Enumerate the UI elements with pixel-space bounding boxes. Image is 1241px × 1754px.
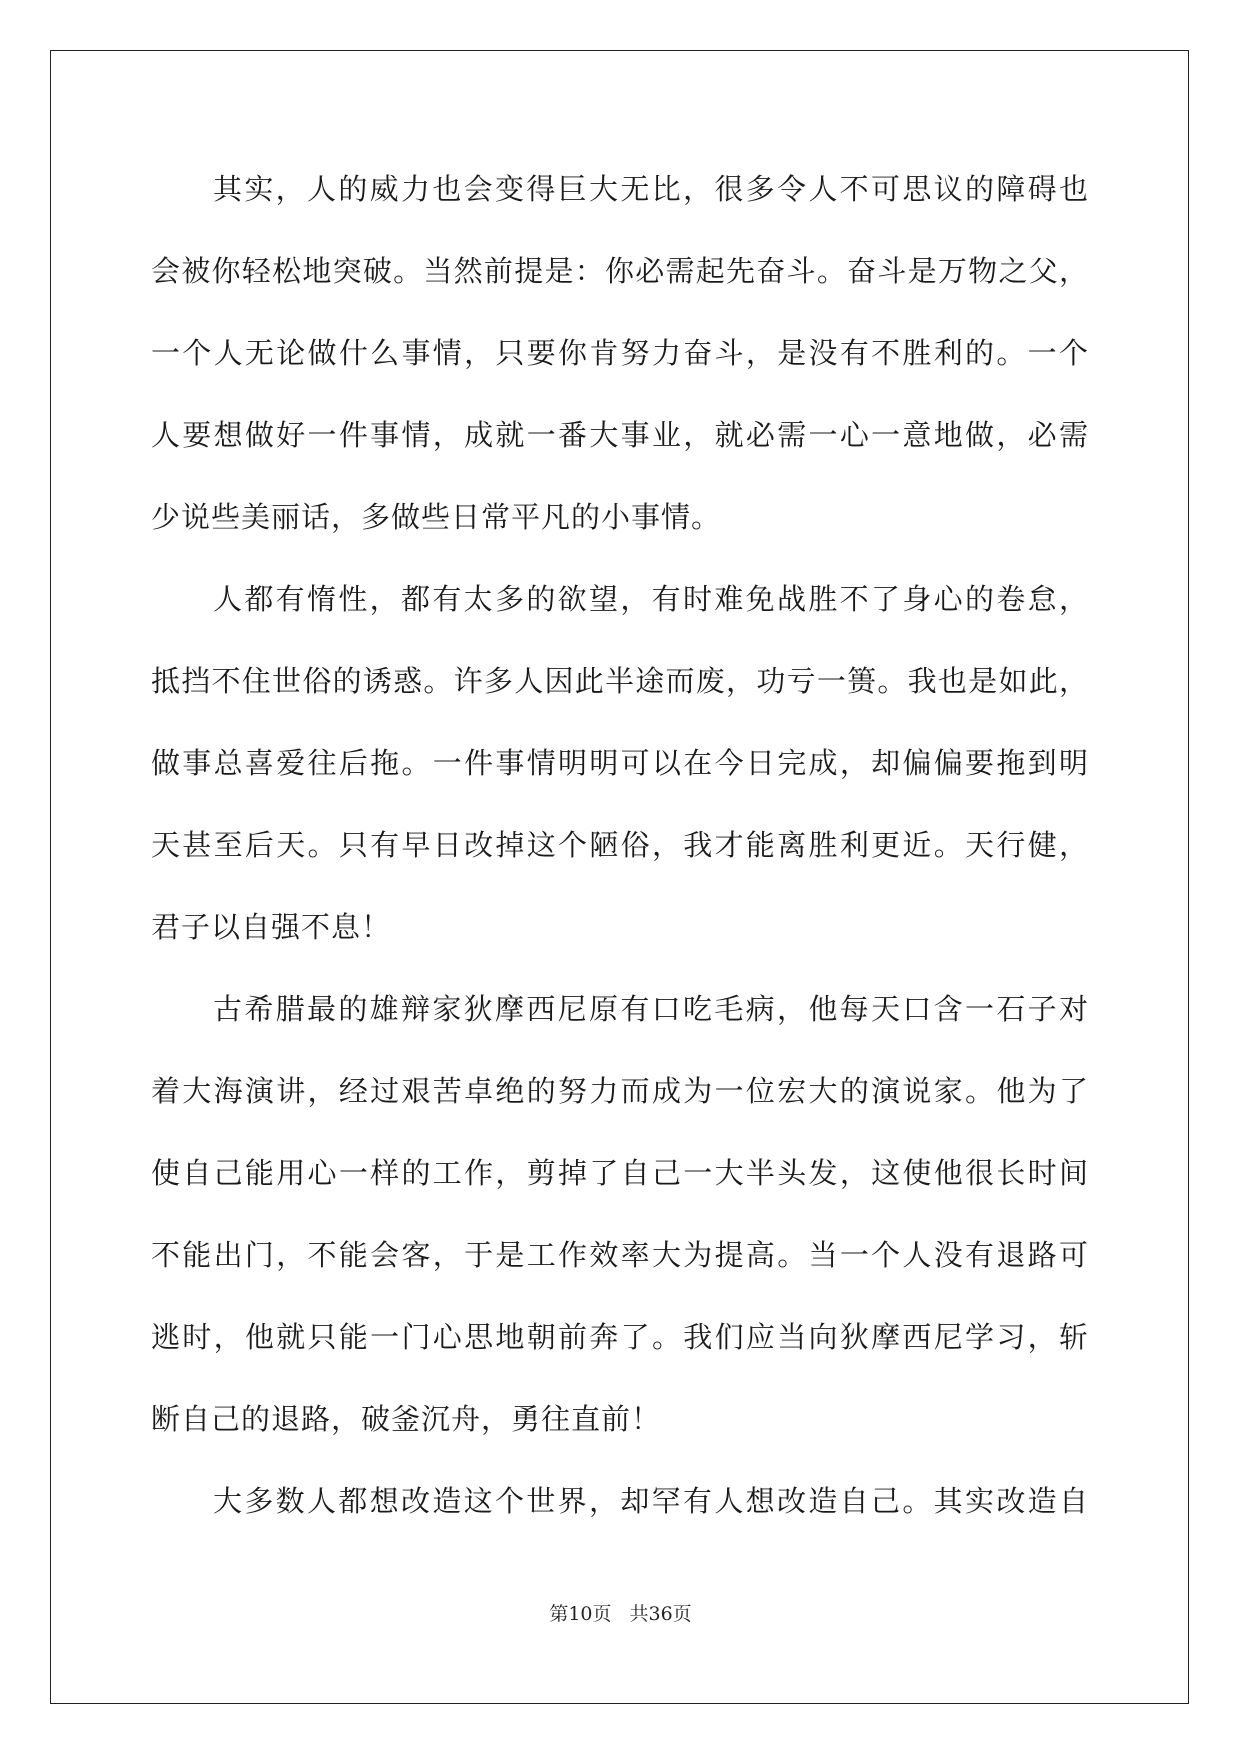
paragraph-line: 不能出门，不能会客，于是工作效率大为提高。当一个人没有退路可 bbox=[151, 1238, 1089, 1272]
paragraph-line: 古希腊最的雄辩家狄摩西尼原有口吃毛病，他每天口含一石子对 bbox=[213, 992, 1089, 1026]
paragraph-line: 少说些美丽话，多做些日常平凡的小事情。 bbox=[151, 500, 722, 534]
paragraph-line: 人都有惰性，都有太多的欲望，有时难免战胜不了身心的卷怠， bbox=[213, 582, 1089, 616]
paragraph-line: 其实，人的威力也会变得巨大无比，很多令人不可思议的障碍也 bbox=[213, 172, 1089, 206]
document-body bbox=[151, 148, 1089, 1542]
page-number: 第10页 bbox=[549, 1603, 612, 1625]
paragraph-line: 着大海演讲，经过艰苦卓绝的努力而成为一位宏大的演说家。他为了 bbox=[151, 1074, 1089, 1108]
total-pages: 共36页 bbox=[629, 1603, 692, 1625]
paragraph-line: 人要想做好一件事情，成就一番大事业，就必需一心一意地做，必需 bbox=[151, 418, 1089, 452]
paragraph-line: 抵挡不住世俗的诱惑。许多人因此半途而废，功亏一篑。我也是如此， bbox=[151, 664, 1089, 698]
paragraph-line: 大多数人都想改造这个世界，却罕有人想改造自己。其实改造自 bbox=[213, 1484, 1089, 1518]
paragraph-line: 会被你轻松地突破。当然前提是：你必需起先奋斗。奋斗是万物之父， bbox=[151, 254, 1089, 288]
paragraph-line: 一个人无论做什么事情，只要你肯努力奋斗，是没有不胜利的。一个 bbox=[151, 336, 1089, 370]
paragraph-line: 做事总喜爱往后拖。一件事情明明可以在今日完成，却偏偏要拖到明 bbox=[151, 746, 1089, 780]
paragraph-line: 使自己能用心一样的工作，剪掉了自己一大半头发，这使他很长时间 bbox=[151, 1156, 1089, 1190]
paragraph-line: 天甚至后天。只有早日改掉这个陋俗，我才能离胜利更近。天行健， bbox=[151, 828, 1089, 862]
paragraph-line: 逃时，他就只能一门心思地朝前奔了。我们应当向狄摩西尼学习，斩 bbox=[151, 1320, 1089, 1354]
paragraph-line: 断自己的退路，破釜沉舟，勇往直前！ bbox=[151, 1402, 662, 1436]
page-footer bbox=[0, 1599, 1241, 1626]
paragraph-line: 君子以自强不息！ bbox=[151, 910, 392, 944]
